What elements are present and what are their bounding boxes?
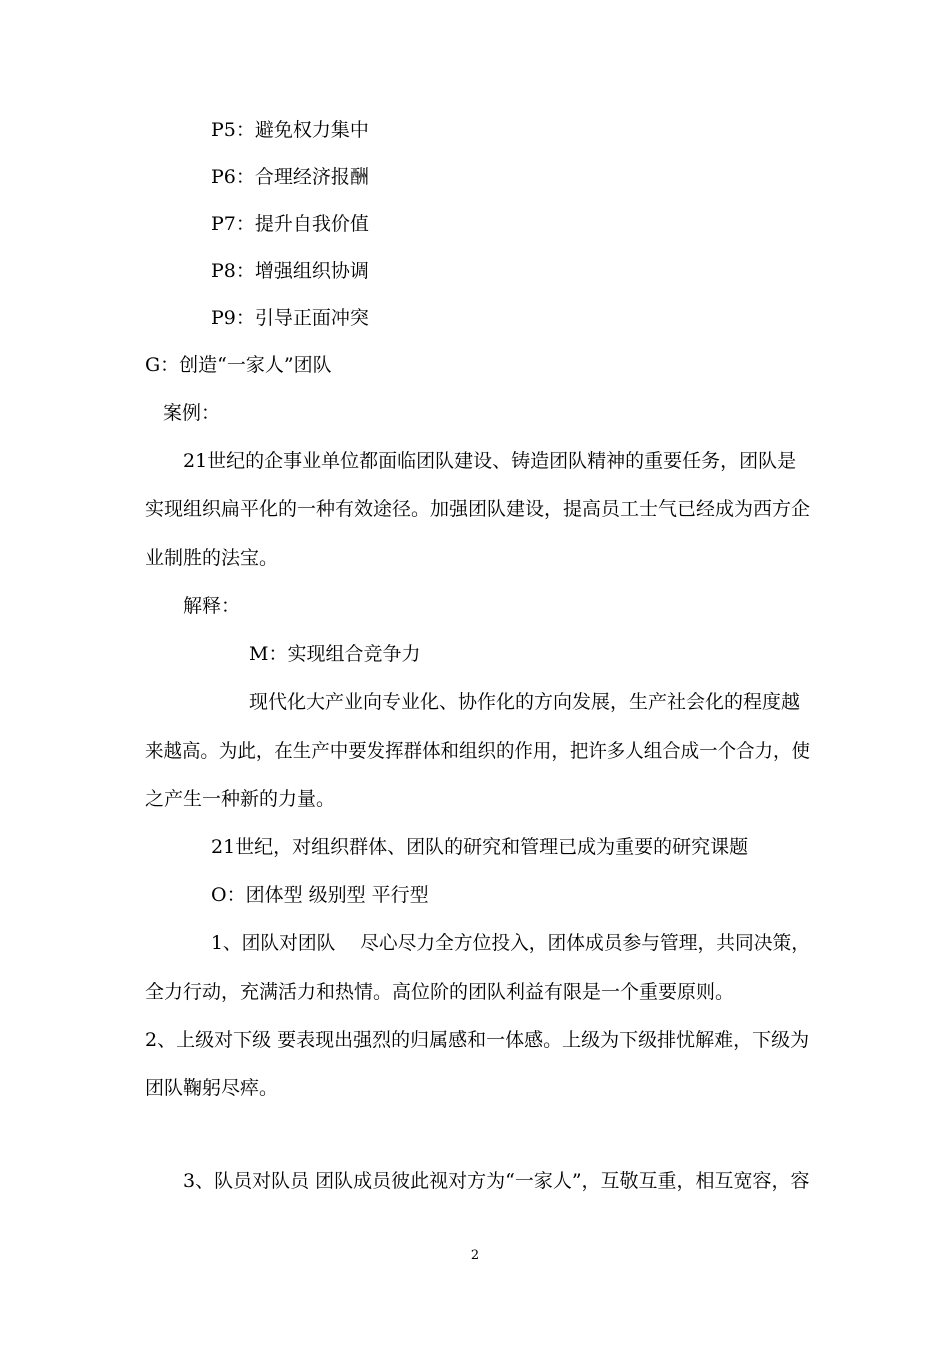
page-number: 2 — [470, 1248, 480, 1263]
explain-label: 解释： — [183, 595, 241, 617]
item-2-line-2: 团队鞠躬尽瘁。 — [145, 1077, 279, 1099]
item-1-line-1: 1、团队对团队 尽心尽力全方位投入，团体成员参与管理，共同决策， — [211, 932, 811, 954]
m-paragraph-line-1: 现代化大产业向专业化、协作化的方向发展，生产社会化的程度越 — [249, 691, 801, 713]
o-heading: O：团体型 级别型 平行型 — [211, 884, 429, 906]
m-heading: M：实现组合竞争力 — [249, 643, 421, 665]
case-paragraph-line-3: 业制胜的法宝。 — [145, 547, 279, 569]
century-line: 21世纪，对组织群体、团队的研究和管理已成为重要的研究课题 — [211, 836, 749, 858]
principle-p6: P6：合理经济报酬 — [211, 166, 369, 188]
item-2-line-1: 2、上级对下级 要表现出强烈的归属感和一体感。上级为下级排忧解难，下级为 — [145, 1029, 810, 1051]
item-3-line-1: 3、队员对队员 团队成员彼此视对方为“一家人”，互敬互重，相互宽容，容 — [183, 1170, 810, 1192]
principle-p8: P8：增强组织协调 — [211, 260, 369, 282]
m-paragraph-line-2: 来越高。为此，在生产中要发挥群体和组织的作用，把许多人组合成一个合力，使 — [145, 740, 810, 762]
principle-p7: P7：提升自我价值 — [211, 213, 369, 235]
g-heading: G：创造“一家人”团队 — [145, 354, 332, 376]
principle-p5: P5：避免权力集中 — [211, 119, 369, 141]
m-paragraph-line-3: 之产生一种新的力量。 — [145, 788, 336, 810]
case-paragraph-line-1: 21世纪的企事业单位都面临团队建设、铸造团队精神的重要任务，团队是 — [183, 450, 797, 472]
case-paragraph-line-2: 实现组织扁平化的一种有效途径。加强团队建设，提高员工士气已经成为西方企 — [145, 498, 811, 520]
item-1-line-2: 全力行动，充满活力和热情。高位阶的团队利益有限是一个重要原则。 — [145, 981, 735, 1003]
principle-p9: P9：引导正面冲突 — [211, 307, 369, 329]
case-label: 案例： — [163, 402, 221, 424]
